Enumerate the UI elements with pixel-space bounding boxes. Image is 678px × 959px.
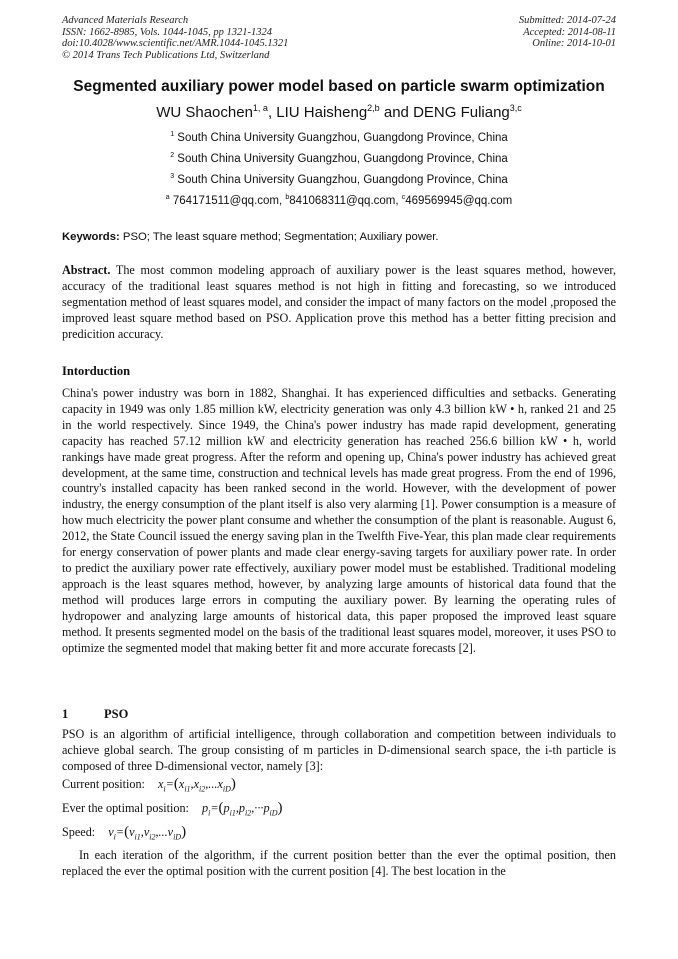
affiliation-sup: 2 — [170, 152, 175, 159]
equation-label: Speed: — [62, 825, 96, 839]
keywords-label: Keywords: — [62, 231, 120, 243]
accepted-date: Accepted: 2014-08-11 — [523, 26, 616, 38]
equation-formula: $p_i=(p_{i1},p_{i2},\cdot\cdot\cdot p_{iD})$ — [201, 800, 283, 818]
closing-paragraph: In each iteration of the algorithm, if the current position better than the ever the optimal position, then replaced the ever the optimal position with the current position [4]. The best location in the — [62, 848, 616, 878]
author-sup: 2,b — [367, 103, 380, 113]
author-separator: and — [379, 104, 414, 121]
intro-heading: Intorduction — [62, 364, 131, 378]
email[interactable]: 469569945@qq.com — [405, 194, 513, 207]
author-separator: , — [267, 104, 277, 121]
author-list — [40, 103, 638, 121]
abstract-label: Abstract. — [62, 263, 111, 277]
email[interactable]: 841068311@qq.com, — [289, 194, 402, 207]
affiliation-3 — [40, 173, 638, 186]
author-sup: 3,c — [509, 103, 522, 113]
submitted-date: Submitted: 2014-07-24 — [518, 15, 616, 26]
equation-speed — [62, 824, 186, 841]
email-list — [40, 194, 638, 207]
abstract-text: The most common modeling approach of auxiliary power is the least squares method, however, accuracy of the traditional least squares method is not high in fitting and forecasting, so we introduced segmentation method of least squares model, and consider the impact of many factors on the model ,proposed the improved least square method based on PSO. Application prove this method has a better fitting precision and predicition accuracy. — [62, 263, 616, 341]
affiliation-2 — [40, 152, 638, 165]
affiliation-text: South China University Guangzhou, Guangdong Province, China — [177, 152, 508, 165]
author-name: WU Shaochen — [156, 104, 253, 121]
equation-label: Ever the optimal position: — [62, 801, 189, 815]
equation-optimal-position — [62, 800, 283, 817]
paper-title: Segmented auxiliary power model based on particle swarm optimization — [73, 78, 605, 95]
journal-name: Advanced Materials Research — [62, 15, 189, 26]
keywords — [62, 231, 616, 243]
author-sup: 1, a — [252, 103, 268, 113]
affiliation-sup: 1 — [170, 131, 175, 138]
doi[interactable]: doi:10.4028/www.scientific.net/AMR.1044-1045.1321 — [62, 38, 289, 50]
email-sup: a — [165, 194, 170, 201]
section-paragraph: PSO is an algorithm of artificial intelligence, through collaboration and competition between individuals to achieve global search. The group consisting of m particles in D-dimensional search space, the i-th particle is composed of three D-dimensional vector, namely [3]: — [62, 727, 616, 773]
author-name: LIU Haisheng — [276, 104, 368, 121]
email[interactable]: 764171511@qq.com, — [172, 194, 286, 207]
equation-formula: $v_i=(v_{i1},v_{i2},...v_{iD})$ — [108, 824, 187, 842]
equation-current-position — [62, 776, 236, 793]
affiliation-sup: 3 — [170, 173, 175, 180]
abstract — [62, 263, 616, 343]
section-title: PSO — [104, 707, 129, 721]
affiliation-text: South China University Guangzhou, Guangdong Province, China — [177, 173, 508, 186]
journal-info — [62, 15, 288, 61]
email-sup: c — [401, 194, 406, 201]
dates-info — [519, 15, 616, 50]
section-number: 1 — [62, 707, 69, 721]
author-name: DENG Fuliang — [413, 104, 510, 121]
online-date: Online: 2014-10-01 — [532, 38, 616, 50]
issn: ISSN: 1662-8985, Vols. 1044-1045, pp 1321-1324 — [62, 26, 272, 38]
email-sup: b — [285, 194, 290, 201]
affiliation-1 — [40, 131, 638, 144]
affiliation-text: South China University Guangzhou, Guangdong Province, China — [177, 131, 508, 144]
keywords-text: PSO; The least square method; Segmentation; Auxiliary power. — [122, 231, 439, 243]
equation-label: Current position: — [62, 777, 145, 791]
section-heading — [62, 707, 128, 722]
copyright: © 2014 Trans Tech Publications Ltd, Switzerland — [62, 49, 270, 61]
equation-formula: $x_i=(x_{i1},x_{i2},...x_{iD})$ — [158, 776, 236, 794]
intro-paragraph: China's power industry was born in 1882, Shanghai. It has experienced difficulties and setbacks. Generating capacity in 1949 was only 1.85 million kW, electricity generation was only 4.3 billion kW • h, ranked 21 and 25 in the world respectively. Since 1949, the China's power industry has made rapid development, generating capacity has reached 57.12 million kW and electricity generation has reached 256.6 billion kW • h, world rankings have made great progress. After the reform and opening up, China's power industry has achieved great development, at the same time, construction and technical levels has made great progress. From the end of 1996, country's installed capacity has been ranked second in the world. However, with the development of power industry, the energy consumption of the plant itself is also very alarming [1]. Power consumption is a measure of how much electricity the power plant consume and whether the consumption of the plant is reasonable. August 6, 2012, the State Council issued the energy saving plan in the Twelfth Five-Year, this plan made clear requirements for energy conservation of power plants and made clear energy-saving targets for auxiliary power rate. In order to predict the auxiliary power rate effectively, auxiliary power model must be established. Traditional modeling approach is the least squares method, however, by analyzing large amounts of historical data found that the method will produces large errors in computing the auxiliary power. By learning the operating rules of hydropower and analyzing large amounts of historical data, this paper proposed the improved least square method. It presents segmented model on the basis of the traditional least squares model, moreover, it uses PSO to optimize the segmented model that making better fit and more accurate forecasts [2]. — [62, 386, 616, 655]
